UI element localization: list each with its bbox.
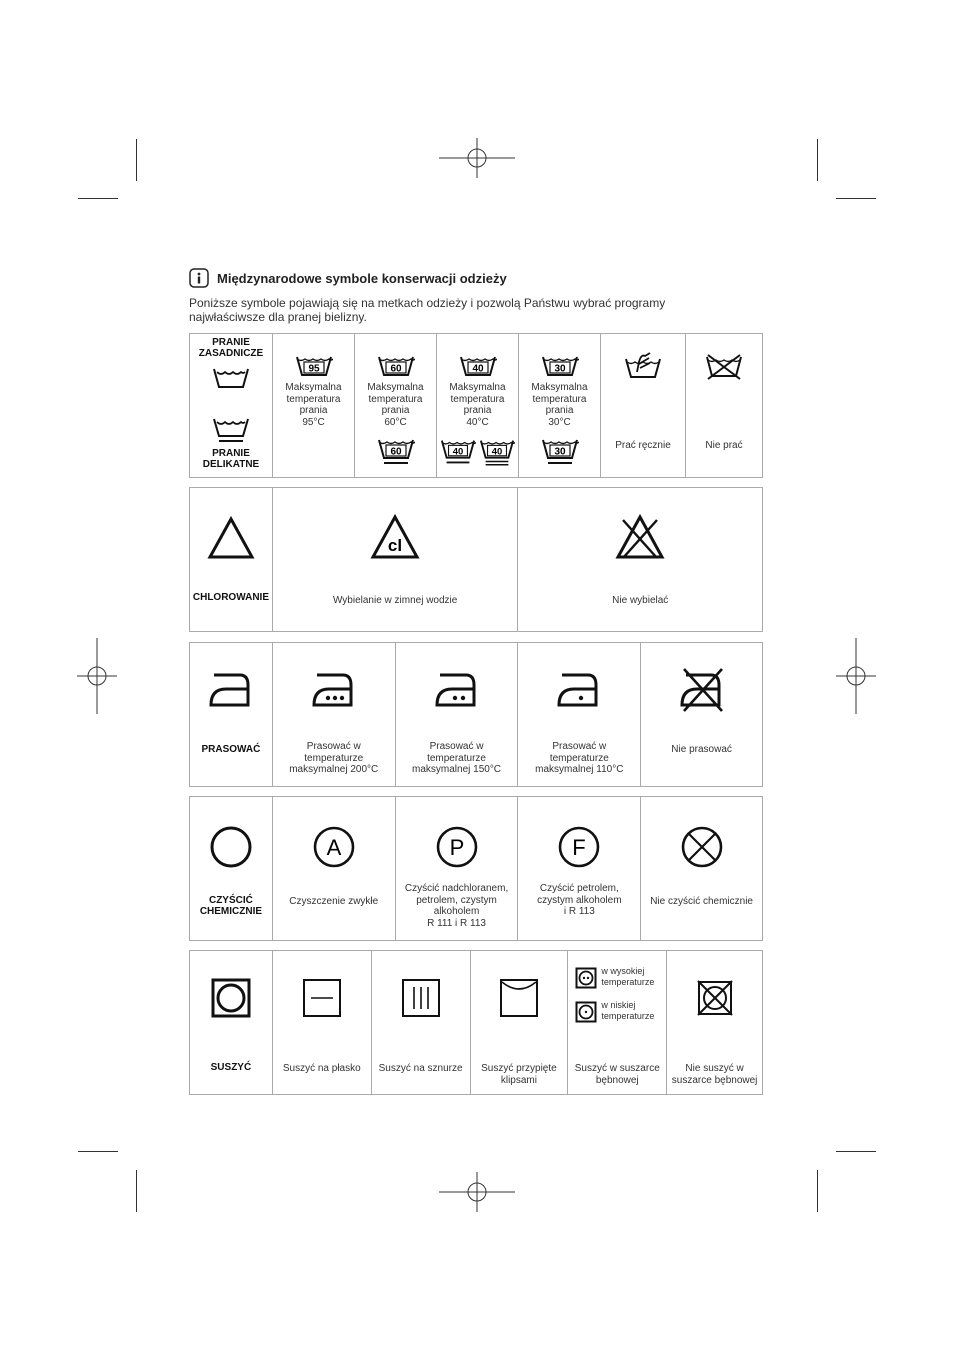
circle-f-icon	[557, 825, 601, 869]
wash-60-delicate-icon	[377, 437, 415, 467]
registration-mark	[439, 120, 515, 196]
drying-table	[189, 950, 763, 1095]
hand-wash-icon	[623, 350, 663, 380]
washing-label-cell	[190, 334, 272, 477]
wash-95-icon	[295, 354, 333, 378]
iron-label-cell	[190, 643, 272, 786]
washing-table	[189, 333, 763, 478]
iron-two-dots-icon	[434, 669, 480, 709]
tumble-low-icon	[575, 1001, 597, 1023]
dry-clean-p-text: Czyścić nadchloranem, petrolem, czystym alkoholem R 111 i R 113	[404, 883, 509, 929]
no-iron-cell	[640, 643, 762, 786]
drying-label-cell	[190, 951, 272, 1094]
tumble-dry-text: Suszyć w suszarce bębnowej	[574, 1063, 660, 1086]
cl-label: cl	[388, 536, 403, 555]
no-bleach-cell	[517, 488, 762, 631]
no-dry-clean-text: Nie czyścić chemicznie	[650, 896, 753, 907]
crop-mark	[78, 198, 118, 199]
wash-temp-label: 95	[307, 363, 320, 375]
crop-mark	[817, 1170, 818, 1212]
crop-mark	[136, 1170, 137, 1212]
iron-table	[189, 642, 763, 787]
dry-line-cell	[371, 951, 470, 1094]
bleach-label-cell	[190, 488, 272, 631]
dry-clean-table	[189, 796, 763, 941]
wash-40-text: Maksymalna temperatura prania 40°C	[449, 382, 506, 428]
tumble-dry-cell	[567, 951, 666, 1094]
crop-mark	[817, 139, 818, 181]
iron-150-cell	[395, 643, 518, 786]
dry-flat-cell	[272, 951, 371, 1094]
wash-delicate-label: PRANIE DELIKATNE	[202, 448, 260, 470]
registration-mark	[59, 638, 135, 714]
no-tumble-dry-icon	[695, 978, 735, 1018]
letter-f: F	[572, 835, 587, 860]
wash-temp-label: 40	[471, 363, 484, 375]
no-dry-clean-icon	[680, 825, 724, 869]
triangle-icon	[207, 516, 255, 560]
wash-tub-icon	[212, 366, 250, 390]
bleach-cold-cell	[272, 488, 518, 631]
tumble-dry-icon	[211, 978, 251, 1018]
wash-delicate-icon	[212, 416, 250, 444]
letter-a: A	[326, 835, 342, 860]
dry-clean-label-cell	[190, 797, 272, 940]
tumble-low-text: w niskiej temperaturze	[601, 1000, 655, 1021]
page-title: Międzynarodowe symbole konserwacji odzieży	[217, 270, 507, 286]
registration-mark	[439, 1154, 515, 1230]
iron-three-dots-icon	[311, 669, 357, 709]
dry-clip-cell	[470, 951, 568, 1094]
no-tumble-text: Nie suszyć w suszarce bębnowej	[671, 1063, 758, 1086]
crop-mark	[78, 1151, 118, 1152]
wash-temp-label: 60	[389, 446, 402, 458]
wash-30-delicate-icon	[541, 437, 579, 467]
info-icon	[189, 268, 209, 288]
circle-a-icon	[312, 825, 356, 869]
circle-icon	[209, 825, 253, 869]
no-iron-icon	[678, 665, 726, 713]
tumble-high-icon	[575, 967, 597, 989]
hand-wash-cell	[600, 334, 685, 477]
wash-40-icon	[459, 354, 497, 378]
dry-clean-label: CZYŚCIĆ CHEMICZNIE	[199, 895, 263, 917]
no-wash-text: Nie prać	[705, 440, 743, 451]
drip-dry-icon	[499, 978, 539, 1018]
dry-line-text: Suszyć na sznurze	[378, 1063, 463, 1074]
drying-label: SUSZYĆ	[210, 1062, 252, 1073]
dry-clean-p-cell	[395, 797, 518, 940]
section-header	[189, 268, 769, 324]
intro-text: Poniższe symbole pojawiają się na metkach odzieży i pozwolą Państwu wybrać programy najwłaściwsze dla pranej bielizny.	[189, 296, 666, 324]
wash-60-cell	[354, 334, 436, 477]
iron-200-cell	[272, 643, 395, 786]
dry-line-icon	[401, 978, 441, 1018]
wash-95-cell	[272, 334, 354, 477]
wash-60-icon	[377, 354, 415, 378]
dry-clean-f-text: Czyścić petrolem, czystym alkoholem i R 113	[537, 883, 622, 917]
bleach-cold-text: Wybielanie w zimnej wodzie	[332, 595, 458, 606]
wash-temp-label: 30	[553, 446, 566, 458]
iron-label: PRASOWAĆ	[201, 744, 261, 755]
wash-temp-label: 30	[553, 363, 566, 375]
dry-clean-f-cell	[517, 797, 640, 940]
wash-40-delicate-icon	[440, 437, 476, 467]
dry-flat-text: Suszyć na płasko	[282, 1063, 361, 1074]
circle-p-icon	[435, 825, 479, 869]
wash-60-text: Maksymalna temperatura prania 60°C	[367, 382, 424, 428]
no-wash-icon	[704, 354, 744, 380]
iron-110-cell	[517, 643, 640, 786]
iron-150-text: Prasować w temperaturze maksymalnej 150°C	[412, 741, 502, 775]
iron-one-dot-icon	[556, 669, 602, 709]
no-bleach-text: Nie wybielać	[612, 595, 669, 606]
wash-30-text: Maksymalna temperatura prania 30°C	[531, 382, 588, 428]
crop-mark	[836, 1151, 876, 1152]
wash-95-text: Maksymalna temperatura prania 95°C	[285, 382, 342, 428]
no-iron-text: Nie prasować	[671, 744, 732, 755]
crop-mark	[136, 139, 137, 181]
iron-200-text: Prasować w temperaturze maksymalnej 200°C	[289, 741, 379, 775]
no-bleach-icon	[615, 514, 665, 560]
chlorine-triangle-icon	[370, 514, 420, 560]
iron-icon	[208, 669, 254, 709]
wash-temp-label: 40	[452, 446, 464, 458]
crop-mark	[836, 198, 876, 199]
no-wash-cell	[685, 334, 762, 477]
bleach-table	[189, 487, 763, 632]
no-dry-clean-cell	[640, 797, 762, 940]
dry-clean-a-text: Czyszczenie zwykłe	[289, 896, 379, 907]
letter-p: P	[449, 835, 464, 860]
registration-mark	[818, 638, 894, 714]
wash-40-cell	[436, 334, 518, 477]
wash-temp-label: 60	[389, 363, 402, 375]
tumble-high-text: w wysokiej temperaturze	[601, 966, 655, 987]
wash-30-cell	[518, 334, 600, 477]
wash-normal-label: PRANIE ZASADNICZE	[198, 337, 264, 359]
dry-clean-a-cell	[272, 797, 395, 940]
dry-clip-text: Suszyć przypięte klipsami	[481, 1063, 557, 1086]
bleach-label: CHLOROWANIE	[192, 592, 269, 603]
wash-30-icon	[541, 354, 579, 378]
wash-40-very-delicate-icon	[479, 437, 515, 467]
no-tumble-cell	[666, 951, 762, 1094]
wash-temp-label: 40	[491, 446, 503, 458]
iron-110-text: Prasować w temperaturze maksymalnej 110°C	[535, 741, 624, 775]
dry-flat-icon	[302, 978, 342, 1018]
hand-wash-text: Prać ręcznie	[615, 440, 671, 451]
